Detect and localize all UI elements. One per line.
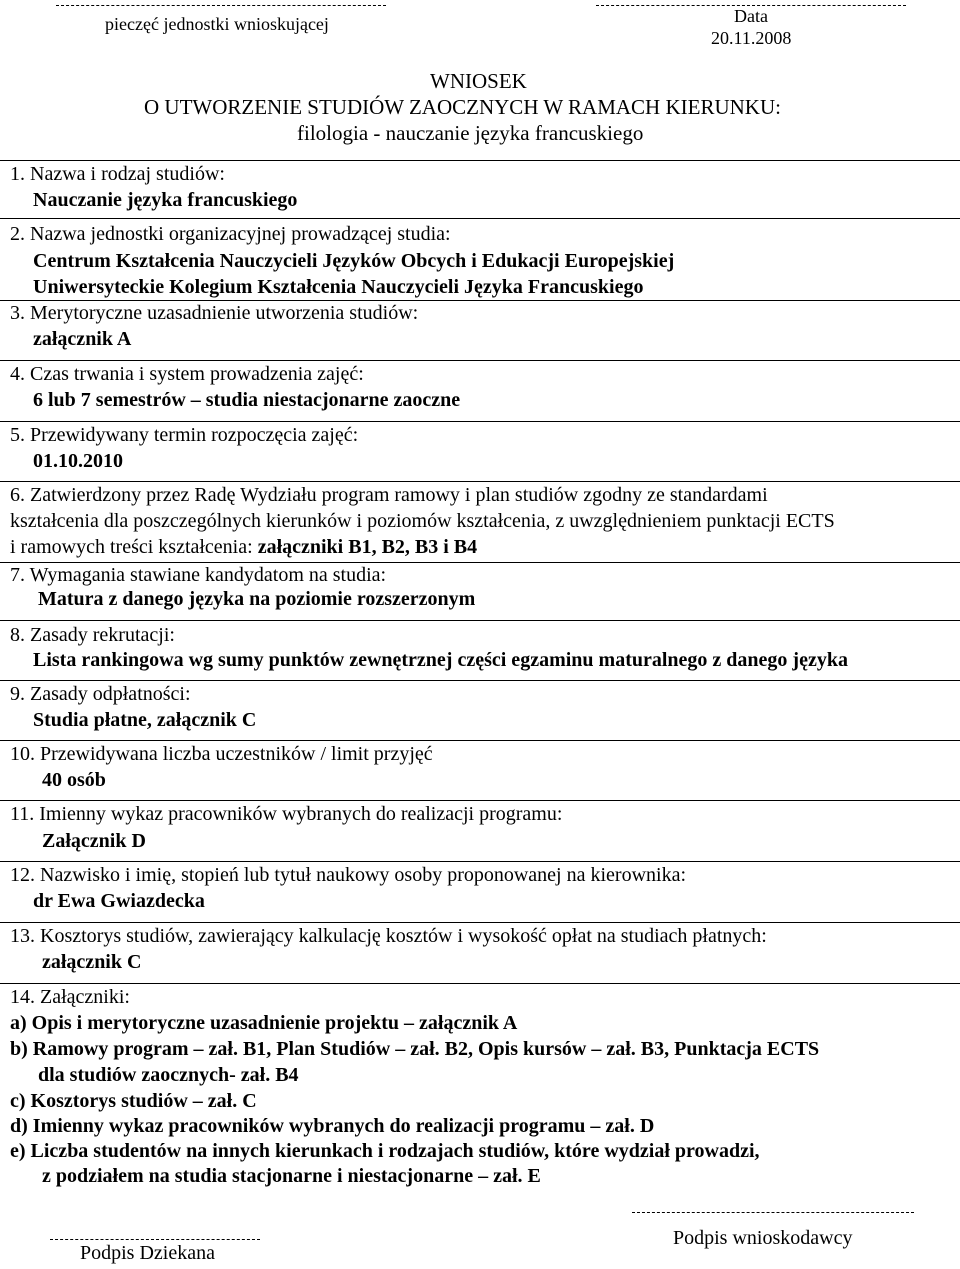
- section-8-value: Lista rankingowa wg sumy punktów zewnętrznej części egzaminu maturalnego z danego języka: [33, 649, 848, 671]
- section-12-label: 12. Nazwisko i imię, stopień lub tytuł naukowy osoby proponowanej na kierownika:: [10, 864, 687, 886]
- divider: [0, 983, 960, 984]
- applicant-signature-label: Podpis wnioskodawcy: [673, 1227, 853, 1249]
- section-11-value: Załącznik D: [42, 830, 146, 852]
- section-5-label: 5. Przewidywany termin rozpoczęcia zajęć:: [10, 424, 359, 446]
- section-6-value: załączniki B1, B2, B3 i B4: [257, 536, 478, 558]
- divider: [0, 800, 960, 801]
- date-label: Data: [734, 6, 768, 26]
- section-13-label: 13. Kosztorys studiów, zawierający kalkulację kosztów i wysokość opłat na studiach płatnych:: [10, 925, 767, 947]
- dean-signature-label: Podpis Dziekana: [80, 1242, 215, 1264]
- section-8-label: 8. Zasady rekrutacji:: [10, 624, 175, 646]
- divider: [0, 861, 960, 862]
- section-6-line-3-prefix: i ramowych treści kształcenia:: [10, 536, 258, 558]
- section-6-line-1: 6. Zatwierdzony przez Radę Wydziału program ramowy i plan studiów zgodny ze standardami: [10, 484, 768, 506]
- divider: [0, 300, 960, 301]
- attachment-b-line-1: b) Ramowy program – zał. B1, Plan Studiów – zał. B2, Opis kursów – zał. B3, Punktacja ECTS: [10, 1038, 820, 1060]
- section-12-value: dr Ewa Gwiazdecka: [33, 890, 205, 912]
- dean-signature-line: [50, 1239, 260, 1240]
- divider: [0, 620, 960, 621]
- attachment-a: a) Opis i merytoryczne uzasadnienie projektu – załącznik A: [10, 1012, 518, 1034]
- attachment-b-line-2: dla studiów zaocznych- zał. B4: [38, 1064, 299, 1086]
- attachment-e-line-1: e) Liczba studentów na innych kierunkach i rodzajach studiów, które wydział prowadzi,: [10, 1140, 760, 1162]
- divider: [0, 421, 960, 422]
- section-13-value: załącznik C: [42, 951, 142, 973]
- section-5-value: 01.10.2010: [33, 450, 123, 472]
- divider: [0, 562, 960, 563]
- section-6-line-2: kształcenia dla poszczególnych kierunków i poziomów kształcenia, z uwzględnieniem punktacji ECTS: [10, 510, 835, 532]
- section-3-value: załącznik A: [33, 328, 132, 350]
- section-1-value: Nauczanie języka francuskiego: [33, 189, 298, 211]
- section-7-label: 7. Wymagania stawiane kandydatom na studia:: [10, 564, 387, 586]
- stamp-dashed-line: [56, 5, 386, 6]
- section-6-line-3: [10, 536, 477, 559]
- divider: [0, 680, 960, 681]
- section-7-value: Matura z danego języka na poziomie rozszerzonym: [38, 588, 476, 610]
- date-value: 20.11.2008: [711, 28, 792, 48]
- section-4-value: 6 lub 7 semestrów – studia niestacjonarne zaoczne: [33, 389, 461, 411]
- section-4-label: 4. Czas trwania i system prowadzenia zajęć:: [10, 363, 364, 385]
- attachment-c: c) Kosztorys studiów – zał. C: [10, 1090, 257, 1112]
- title-line-2: O UTWORZENIE STUDIÓW ZAOCZNYCH W RAMACH KIERUNKU:: [144, 95, 781, 119]
- section-14-label: 14. Załączniki:: [10, 986, 130, 1008]
- divider: [0, 922, 960, 923]
- divider: [0, 360, 960, 361]
- stamp-label: pieczęć jednostki wnioskującej: [105, 14, 329, 34]
- attachment-d: d) Imienny wykaz pracowników wybranych do realizacji programu – zał. D: [10, 1115, 655, 1137]
- section-2-value-2: Uniwersyteckie Kolegium Kształcenia Nauczycieli Języka Francuskiego: [33, 276, 644, 298]
- section-2-label: 2. Nazwa jednostki organizacyjnej prowadzącej studia:: [10, 223, 451, 245]
- title-line-3: filologia - nauczanie języka francuskiego: [297, 121, 644, 145]
- section-2-value-1: Centrum Kształcenia Nauczycieli Języków Obcych i Edukacji Europejskiej: [33, 250, 675, 272]
- section-10-label: 10. Przewidywana liczba uczestników / limit przyjęć: [10, 743, 433, 765]
- attachment-e-line-2: z podziałem na studia stacjonarne i niestacjonarne – zał. E: [42, 1165, 541, 1187]
- divider: [0, 740, 960, 741]
- section-11-label: 11. Imienny wykaz pracowników wybranych do realizacji programu:: [10, 803, 563, 825]
- section-3-label: 3. Merytoryczne uzasadnienie utworzenia studiów:: [10, 302, 419, 324]
- applicant-signature-line: [632, 1212, 914, 1213]
- section-9-value: Studia płatne, załącznik C: [33, 709, 257, 731]
- section-10-value: 40 osób: [42, 769, 106, 791]
- section-9-label: 9. Zasady odpłatności:: [10, 683, 191, 705]
- divider: [0, 160, 960, 161]
- divider: [0, 218, 960, 219]
- divider: [0, 481, 960, 482]
- section-1-label: 1. Nazwa i rodzaj studiów:: [10, 163, 225, 185]
- title-line-1: WNIOSEK: [430, 69, 527, 93]
